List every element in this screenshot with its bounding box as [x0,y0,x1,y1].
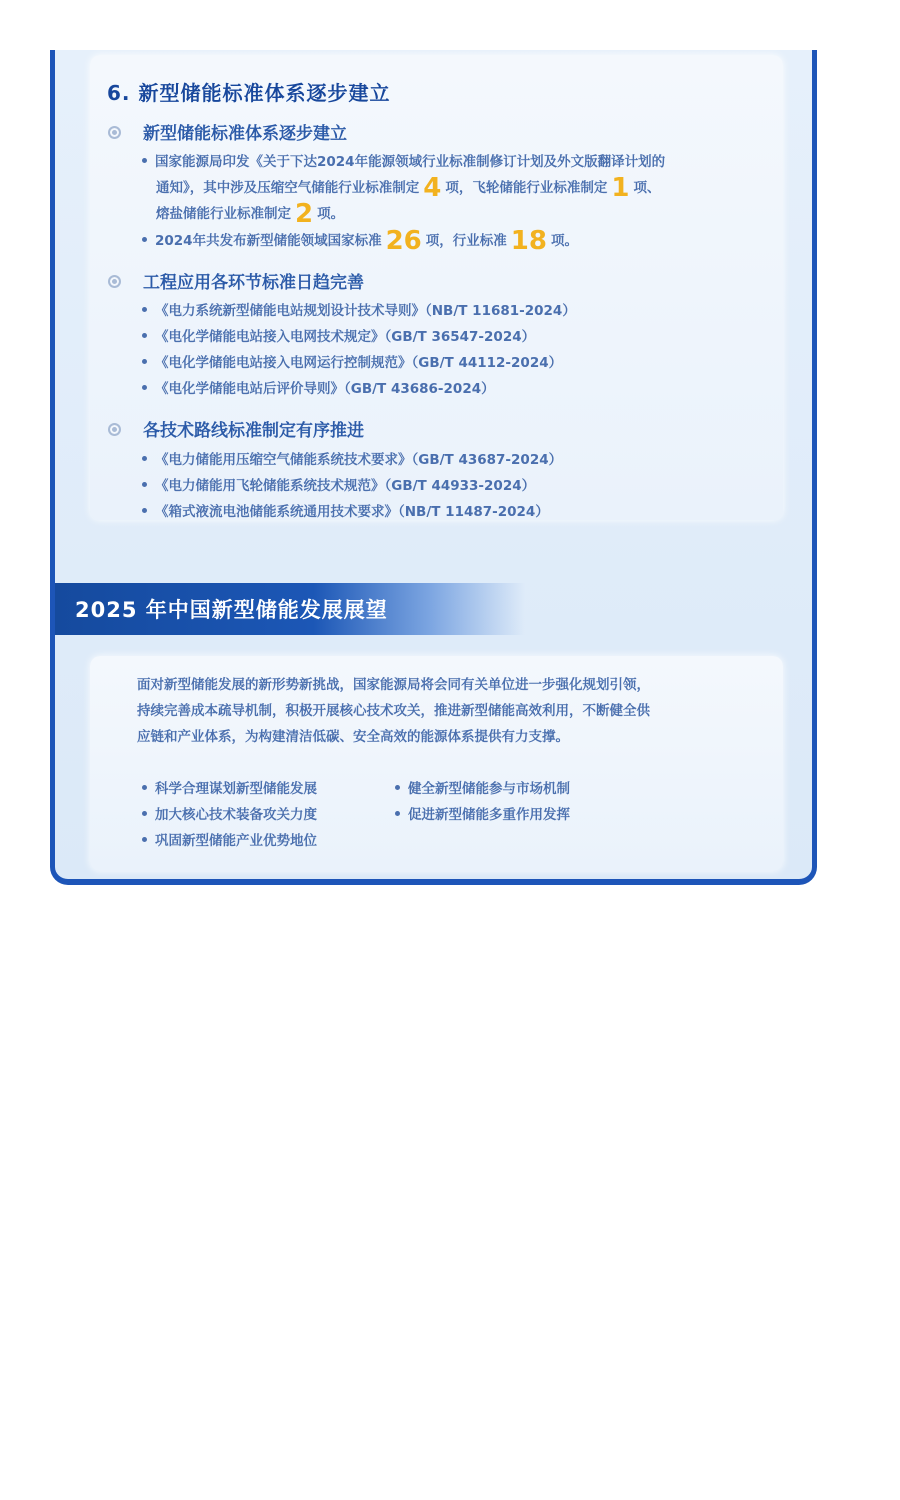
list-item: 巩固新型储能产业优势地位 [142,830,317,852]
circle-bullet-icon [108,423,121,436]
highlight-number: 26 [385,226,422,256]
outlook-card [90,656,783,871]
subheading-standards-system: 新型储能标准体系逐步建立 [108,119,347,144]
highlight-number: 1 [611,173,630,203]
dot-icon [142,482,147,487]
subheading-engineering: 工程应用各环节标准日趋完善 [108,268,364,293]
subheading-tech-routes: 各技术路线标准制定有序推进 [108,416,364,441]
circle-bullet-icon [108,126,121,139]
highlight-number: 18 [510,226,547,256]
list-item: 国家能源局印发《关于下达2024年能源领域行业标准制修订计划及外文版翻译计划的 [142,151,665,173]
highlight-number: 4 [423,173,442,203]
dot-icon [142,508,147,513]
list-item: 促进新型储能多重作用发挥 [395,804,570,826]
dot-icon [142,785,147,790]
list-item: 《电力储能用压缩空气储能系统技术要求》（GB/T 43687-2024） [142,449,562,471]
dot-icon [142,333,147,338]
dot-icon [395,811,400,816]
standards-card [90,55,783,520]
banner-title: 2025 年中国新型储能发展展望 [75,598,388,622]
outlook-banner [55,583,525,635]
list-item-continuation: 熔盐储能行业标准制定 2 项。 [156,199,345,229]
highlight-number: 2 [295,199,314,229]
dot-icon [142,237,147,242]
paragraph-line: 持续完善成本疏导机制，积极开展核心技术攻关，推进新型储能高效利用，不断健全供 [137,703,650,719]
list-item: 加大核心技术装备攻关力度 [142,804,317,826]
dot-icon [142,811,147,816]
section-title: 6. 新型储能标准体系逐步建立 [107,81,391,105]
dot-icon [142,456,147,461]
list-item: 《箱式液流电池储能系统通用技术要求》（NB/T 11487-2024） [142,501,549,523]
dot-icon [142,307,147,312]
paragraph-line: 应链和产业体系，为构建清洁低碳、安全高效的能源体系提供有力支撑。 [137,729,569,745]
list-item: 《电化学储能电站后评价导则》（GB/T 43686-2024） [142,378,495,400]
dot-icon [142,837,147,842]
list-item: 《电力储能用飞轮储能系统技术规范》（GB/T 44933-2024） [142,475,535,497]
paragraph-line: 面对新型储能发展的新形势新挑战，国家能源局将会同有关单位进一步强化规划引领， [137,677,650,693]
list-item-continuation: 通知》，其中涉及压缩空气储能行业标准制定 4 项，飞轮储能行业标准制定 1 项、 [156,173,661,203]
list-item: 健全新型储能参与市场机制 [395,778,570,800]
list-item: 2024年共发布新型储能领域国家标准 26 项，行业标准 18 项。 [142,230,578,252]
list-item: 《电力系统新型储能电站规划设计技术导则》（NB/T 11681-2024） [142,300,576,322]
dot-icon [395,785,400,790]
infographic-panel [50,50,817,885]
list-item: 《电化学储能电站接入电网运行控制规范》（GB/T 44112-2024） [142,352,562,374]
list-item: 《电化学储能电站接入电网技术规定》（GB/T 36547-2024） [142,326,535,348]
dot-icon [142,385,147,390]
dot-icon [142,158,147,163]
circle-bullet-icon [108,275,121,288]
dot-icon [142,359,147,364]
list-item: 科学合理谋划新型储能发展 [142,778,317,800]
